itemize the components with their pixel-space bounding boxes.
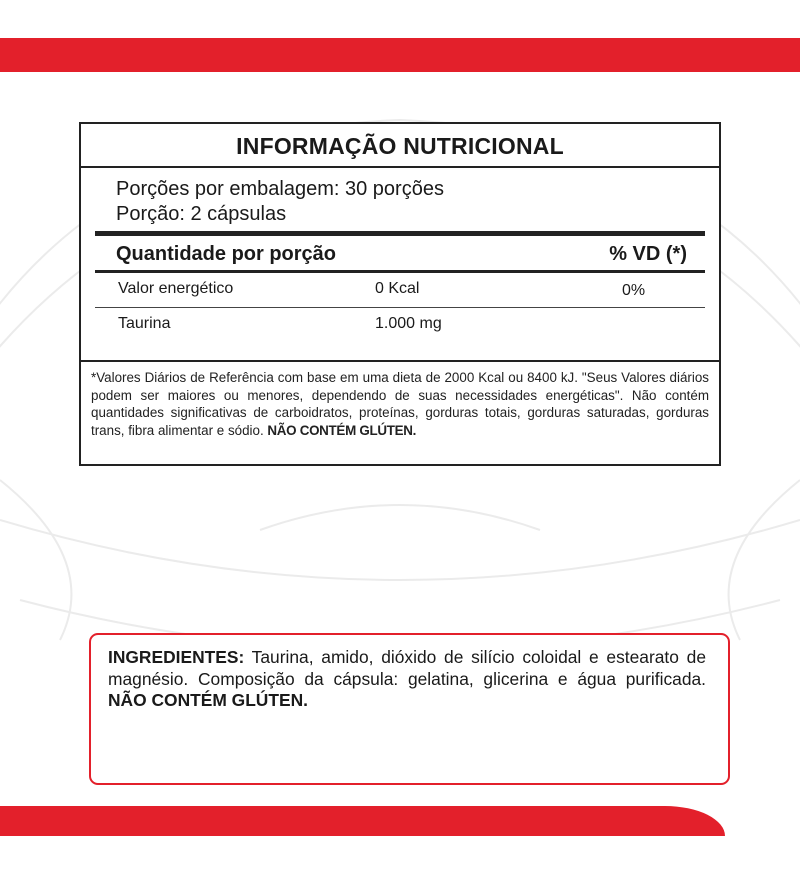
nutrition-facts-table [79,122,721,466]
quantity-header [95,236,705,270]
daily-value-label: % VD (*) [609,243,687,265]
footnote-text: *Valores Diários de Referência com base em uma dieta de 2000 Kcal ou 8400 kJ. "Seus Valores diários podem ser maiores ou menores, dependendo de suas necessidades energéticas". Não contém quantidades significativas de carboidratos, proteínas, gorduras totais, gorduras saturadas, gorduras trans, fibra alimentar e sódio. [91,370,709,438]
servings-per-package: Porções por embalagem: 30 porções [116,178,444,200]
nutrient-row [95,273,705,307]
nutrient-name: Taurina [118,315,171,332]
nutrient-amount: 0 Kcal [375,280,420,297]
ingredients-text: Taurina, amido, dióxido de silício coloidal e estearato de magnésio. Composição da cápsula: gelatina, glicerina e água purificada. [108,647,706,689]
footnote [81,362,719,439]
bottom-red-bar [0,806,725,836]
top-red-bar [0,38,800,72]
nutrient-amount: 1.000 mg [375,315,442,332]
nutrient-row [95,308,705,342]
serving-size: Porção: 2 cápsulas [116,203,287,225]
ingredients-box [89,633,730,785]
ingredients-gluten-note: NÃO CONTÉM GLÚTEN. [108,690,308,710]
gluten-free-note: NÃO CONTÉM GLÚTEN. [267,422,417,438]
nutrient-name: Valor energético [118,280,234,297]
ingredients-label: INGREDIENTES: [108,647,245,667]
serving-info [81,168,719,227]
nutrient-daily-value: 0% [622,282,646,299]
quantity-per-serving-label: Quantidade por porção [116,243,337,265]
nutrition-title: INFORMAÇÃO NUTRICIONAL [81,124,719,168]
